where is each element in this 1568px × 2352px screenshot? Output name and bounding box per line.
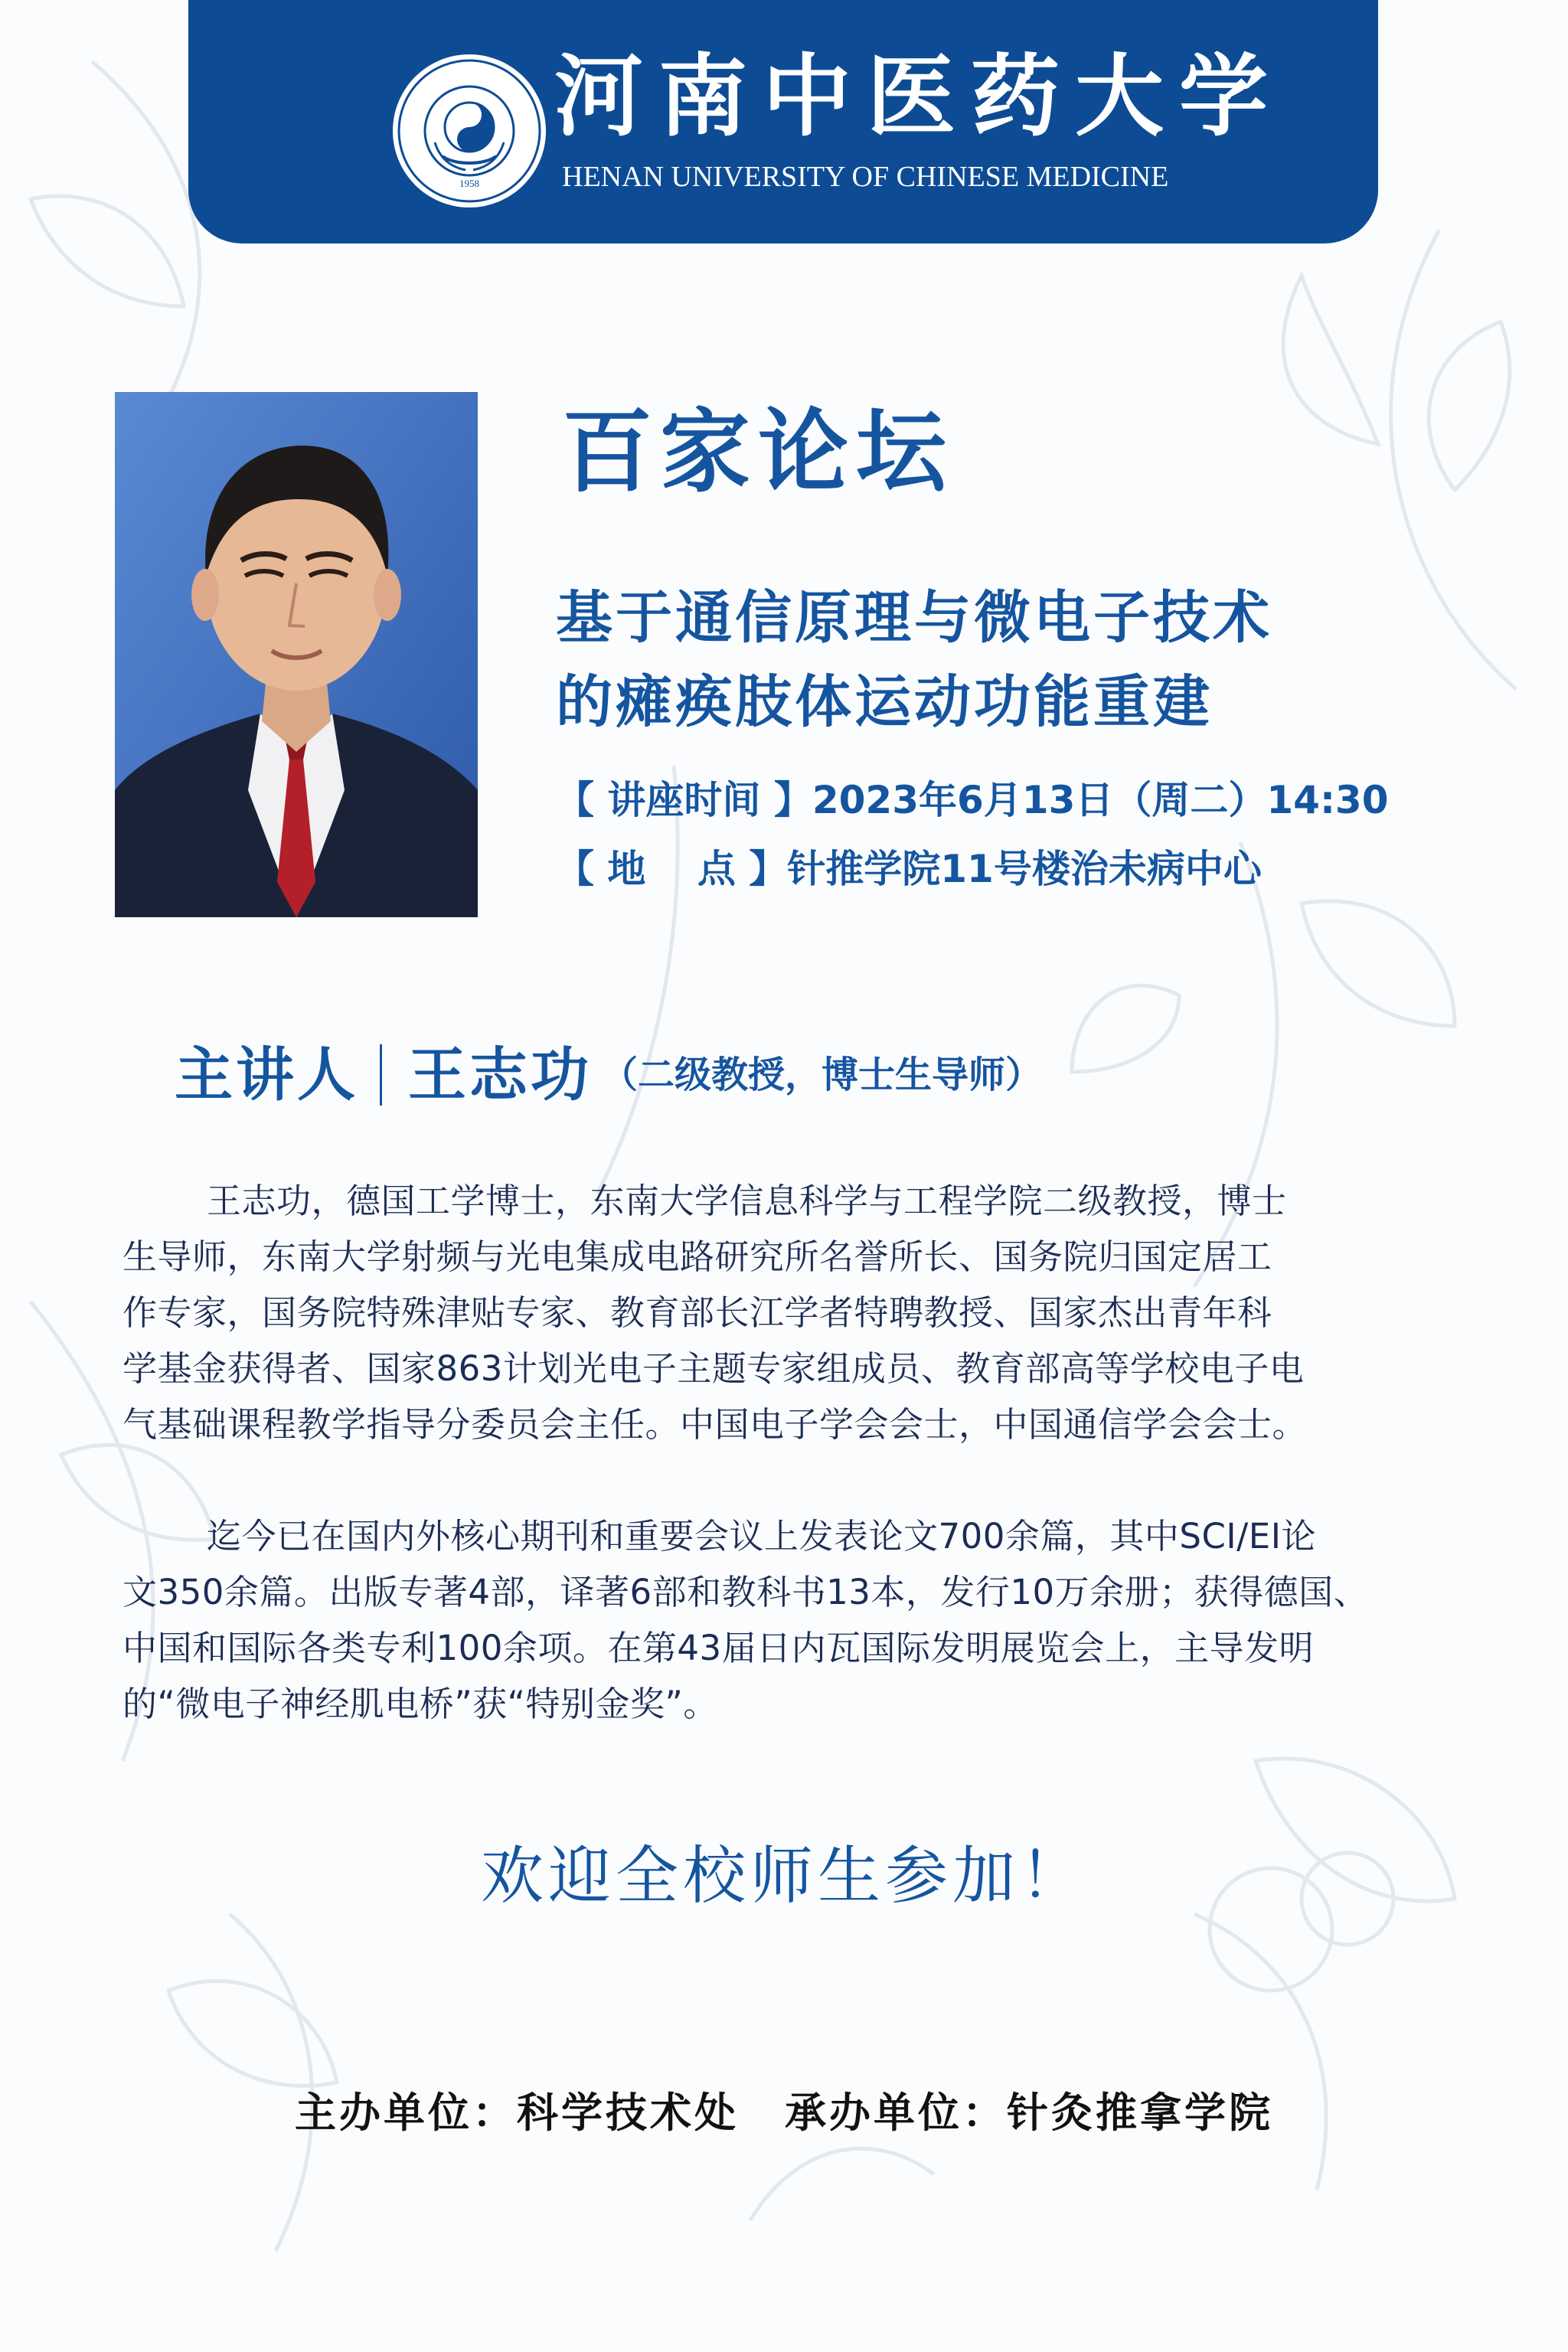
speaker-label: 主讲人 [175,1040,358,1109]
speaker-heading [175,1037,1369,1113]
bio-line: 生导师，东南大学射频与光电集成电路研究所名誉所长、国务院归国定居工 [122,1236,1272,1277]
lecture-location-label: 【 地 点 】 [556,847,788,891]
lecture-title [556,576,1475,744]
bio-line: 中国和国际各类专利100余项。在第43届日内瓦国际发明展览会上，主导发明 [122,1628,1315,1668]
university-name-english: HENAN UNIVERSITY OF CHINESE MEDICINE [562,161,1169,193]
host-name: 科学技术处 [517,2089,739,2137]
bio-line: 学基金获得者、国家863计划光电子主题专家组成员、教育部高等学校电子电 [122,1348,1305,1389]
bio-line: 文350余篇。出版专著4部，译著6部和教科书13本，发行10万余册；获得德国、 [122,1572,1369,1612]
speaker-photo [115,392,478,917]
bio-line: 王志功，德国工学博士，东南大学信息科学与工程学院二级教授，博士 [207,1181,1287,1221]
organizer-name: 针灸推拿学院 [1007,2089,1273,2137]
forum-title: 百家论坛 [562,399,955,505]
bio-line: 的“微电子神经肌电桥”获“特别金奖”。 [122,1684,718,1724]
speaker-divider [380,1044,382,1106]
host-label: 主办单位： [295,2089,517,2137]
lecture-location [556,842,1521,896]
organizer-label: 承办单位： [785,2089,1007,2137]
welcome-message: 欢迎全校师生参加！ [480,1840,1087,1913]
speaker-titles: （二级教授，博士生导师） [601,1054,1043,1096]
lecture-time-value: 2023年6月13日（周二）14:30 [812,778,1389,822]
organizers-line [0,2082,1568,2144]
lecture-time [556,773,1521,827]
lecture-title-line-1: 基于通信原理与微电子技术 [556,585,1272,651]
speaker-name: 王志功 [408,1040,592,1109]
bio-line: 作专家，国务院特殊津贴专家、教育部长江学者特聘教授、国家杰出青年科 [122,1292,1272,1333]
bio-paragraph-1 [122,1173,1485,1452]
lecture-location-value: 针推学院11号楼治未病中心 [787,847,1262,891]
bio-line: 气基础课程教学指导分委员会主任。中国电子学会会士，中国通信学会会士。 [122,1404,1308,1445]
bio-line: 迄今已在国内外核心期刊和重要会议上发表论文700余篇，其中SCI/EI论 [207,1516,1317,1557]
lecture-time-label: 【 讲座时间 】 [556,778,812,822]
university-seal-icon [389,51,550,211]
seal-year: 1958 [459,178,479,189]
lecture-title-line-2: 的瘫痪肢体运动功能重建 [556,669,1213,735]
university-name-chinese: 河南中医药大学 [554,44,1283,149]
bio-paragraph-2 [122,1508,1485,1732]
